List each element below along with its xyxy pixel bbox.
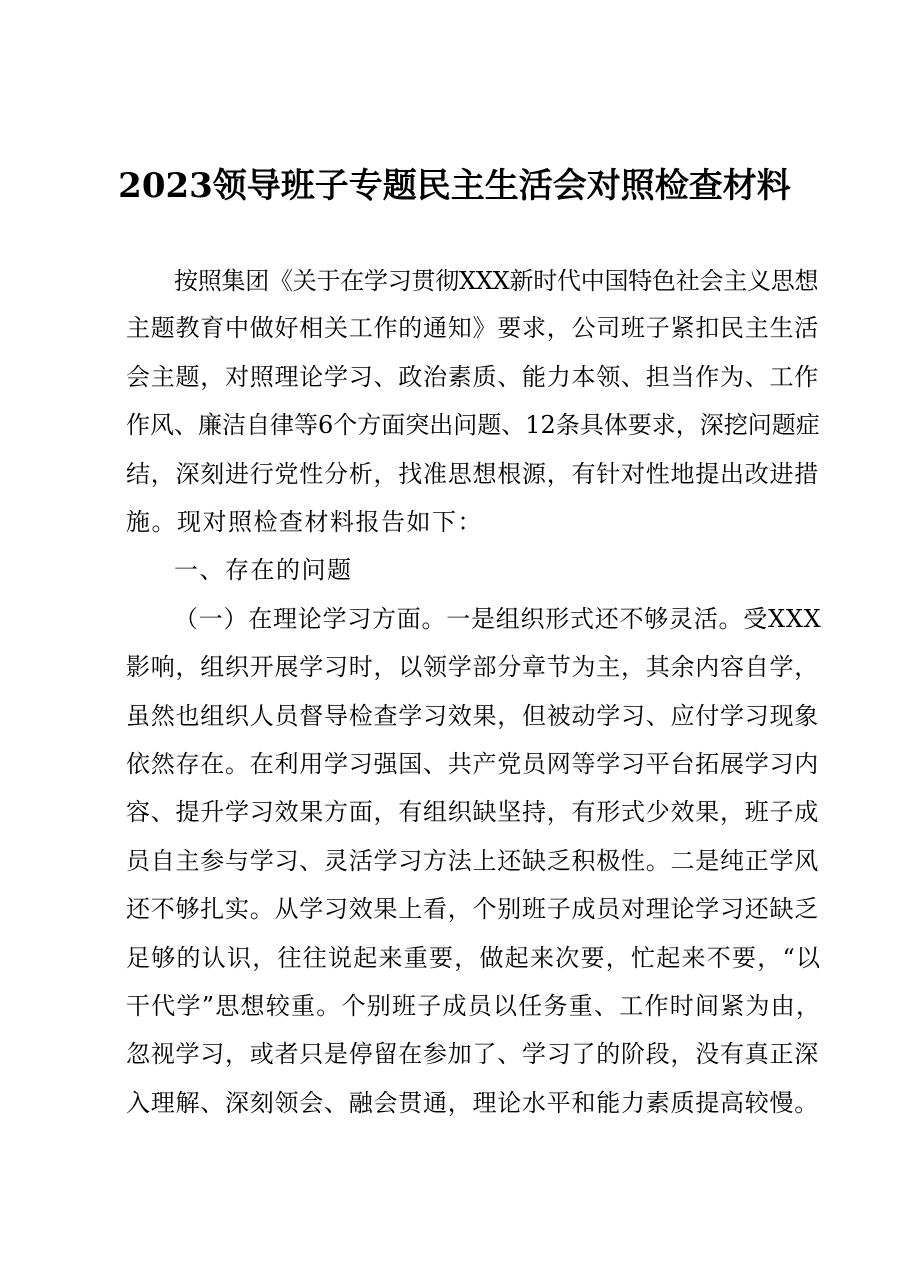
- paragraph-line: 作风、廉洁自律等6个方面突出问题、12条具体要求，深挖问题症: [126, 411, 820, 439]
- paragraph-line: （一）在理论学习方面。一是组织形式还不够灵活。受XXX: [174, 605, 822, 633]
- paragraph-line: 还不够扎实。从学习效果上看，个别班子成员对理论学习还缺乏: [126, 895, 819, 923]
- paragraph-line: 按照集团《关于在学习贯彻XXX新时代中国特色社会主义思想: [174, 267, 819, 295]
- paragraph-line: 会主题，对照理论学习、政治素质、能力本领、担当作为、工作: [126, 363, 819, 391]
- paragraph-line: 施。现对照检查材料报告如下：: [126, 508, 483, 536]
- paragraph-line: 足够的认识，往往说起来重要，做起来次要，忙起来不要，“以: [126, 944, 822, 972]
- section-heading: 一、存在的问题: [174, 556, 353, 584]
- document-title: 2023领导班子专题民主生活会对照检查材料: [118, 166, 791, 206]
- paragraph-line: 忽视学习，或者只是停留在参加了、学习了的阶段，没有真正深: [126, 1040, 819, 1068]
- paragraph-line: 结，深刻进行党性分析，找准思想根源，有针对性地提出改进措: [126, 460, 819, 488]
- paragraph-line: 入理解、深刻领会、融会贯通，理论水平和能力素质提高较慢。: [126, 1089, 819, 1117]
- paragraph-line: 容、提升学习效果方面，有组织缺坚持，有形式少效果，班子成: [126, 798, 819, 826]
- paragraph-line: 影响，组织开展学习时，以领学部分章节为主，其余内容自学，: [126, 653, 819, 681]
- paragraph-line: 员自主参与学习、灵活学习方法上还缺乏积极性。二是纯正学风: [126, 847, 819, 875]
- paragraph-line: 虽然也组织人员督导检查学习效果，但被动学习、应付学习现象: [126, 702, 819, 730]
- paragraph-line: 主题教育中做好相关工作的通知》要求，公司班子紧扣民主生活: [126, 314, 819, 342]
- paragraph-line: 依然存在。在利用学习强国、共产党员网等学习平台拓展学习内: [126, 750, 819, 778]
- paragraph-line: 干代学”思想较重。个别班子成员以任务重、工作时间紧为由，: [126, 992, 822, 1020]
